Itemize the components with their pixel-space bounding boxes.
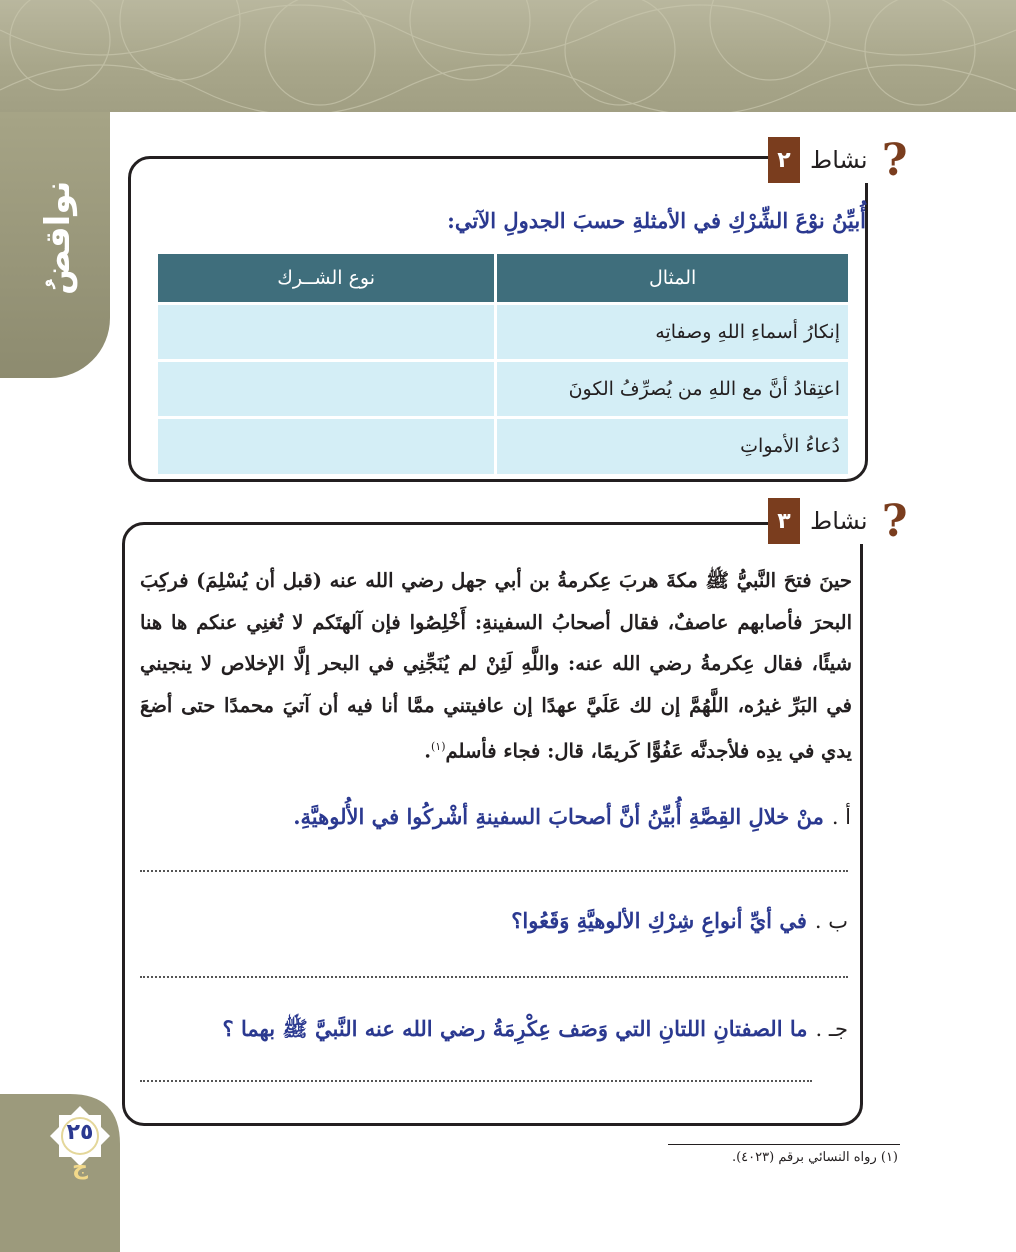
- ornament-pattern: [0, 0, 1016, 112]
- table-header-row: [157, 254, 849, 303]
- question-text: في أيِّ أنواعِ شِرْكِ الألوهيَّةِ وَقَعُوا؟: [511, 908, 807, 933]
- example-cell: اعتِقادُ أنَّ مع اللهِ من يُصرِّفُ الكونَ: [496, 360, 848, 417]
- answer-line-c[interactable]: [140, 1079, 812, 1082]
- activity-label: نشاط: [800, 498, 878, 544]
- type-answer-cell[interactable]: [157, 303, 496, 360]
- story-text: حينَ فتحَ النَّبيُّ ﷺ مكةَ هربَ عِكرمةُ بن أبي جهل رضي الله عنه (قبل أن يُسْلِمَ) فركِبَ البحرَ فأصابهم عاصفٌ، فقال أصحابُ السفينةِ: أَخْلِصُوا فإن آلهتَكم لا تُغنِي عنكم ها هنا شيئًا، فقال عِكرمةُ رضي الله عنه: واللَّهِ لَئِنْ لم يُنَجِّنِي في البحر إلَّا الإخلاص لا ينجيني في البَرِّ غيرُه، اللَّهُمَّ إن لك عَلَيَّ عهدًا إن عافيتني ممَّا أنا فيه أن آتيَ محمدًا حتى أضعَ يدي في يدِه فلأجدنَّه عَفُوًّا كَريمًا، قال: فجاء فأسلم: [140, 569, 853, 763]
- answer-line-b[interactable]: [140, 975, 848, 978]
- activity-2-instruction: أُبيِّنُ نوْعَ الشِّرْكِ في الأمثلةِ حسبَ الجدولِ الآتي:: [447, 208, 866, 233]
- story-paragraph: [140, 560, 852, 772]
- example-cell: دُعاءُ الأمواتِ: [496, 417, 848, 474]
- answer-line-a[interactable]: [140, 869, 848, 872]
- activity-label: نشاط: [800, 137, 878, 183]
- shirk-types-table: [155, 254, 848, 474]
- question-letter: ب .: [814, 909, 848, 933]
- activity-2-badge: [768, 134, 912, 186]
- table-row: [157, 303, 849, 360]
- question-b: [511, 908, 848, 933]
- question-c: [223, 1016, 848, 1047]
- header-type: نوع الشــرك: [157, 254, 496, 303]
- question-mark-icon: ?: [881, 134, 908, 186]
- type-answer-cell[interactable]: [157, 360, 496, 417]
- question-text: منْ خلالِ القِصَّةِ أُبيِّنُ أنَّ أصحابَ السفينةِ أشْركُوا في الأُلوهيَّةِ.: [293, 804, 824, 829]
- question-a: [293, 804, 851, 829]
- chapter-title: نواقضُ: [38, 180, 78, 296]
- activity-number: ٢: [768, 137, 800, 183]
- svg-text:ج: ج: [72, 1155, 88, 1180]
- question-letter: جـ .: [815, 1017, 848, 1041]
- question-mark-icon: ?: [881, 495, 908, 547]
- footnote-ref: (١): [431, 740, 446, 753]
- example-cell: إنكارُ أسماءِ اللهِ وصفاتِه: [496, 303, 848, 360]
- header-example: المثال: [496, 254, 848, 303]
- question-text: ما الصفتانِ اللتانِ التي وَصَف عِكْرِمَةُ رضي الله عنه النَّبيَّ ﷺ بهما ؟: [222, 1016, 808, 1041]
- page-number: ٢٥: [66, 1120, 94, 1145]
- story-end: .: [424, 739, 431, 763]
- page-number-badge: [0, 1094, 120, 1252]
- activity-number: ٣: [768, 498, 800, 544]
- table-row: [157, 360, 849, 417]
- footnote-divider: [668, 1144, 900, 1145]
- table-row: [157, 417, 849, 474]
- activity-3-badge: [768, 495, 912, 547]
- question-letter: أ .: [831, 805, 851, 829]
- footnote: (١) رواه النسائي برقم (٤٠٢٣).: [731, 1150, 898, 1165]
- type-answer-cell[interactable]: [157, 417, 496, 474]
- top-banner: [0, 0, 1016, 112]
